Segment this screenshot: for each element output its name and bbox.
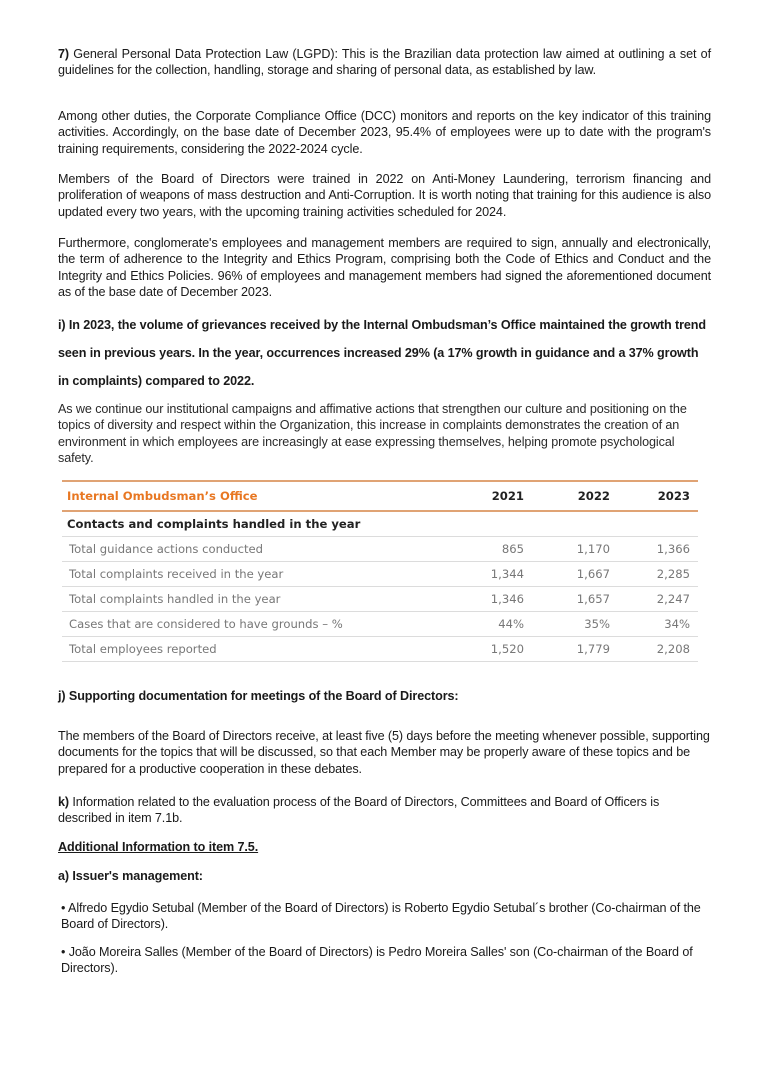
cell-2022: 1,667 (532, 562, 618, 587)
year-header: 2023 (618, 481, 698, 511)
year-header: 2022 (532, 481, 618, 511)
cell-2023: 1,366 (618, 537, 698, 562)
lgpd-text: General Personal Data Protection Law (LGPD): This is the Brazilian data protection law aimed at outlining a set of guidelines for the collection, handling, storage and sharing of personal data, as established by law. (58, 47, 711, 78)
cell-2021: 1,346 (452, 587, 532, 612)
item-j-heading: j) Supporting documentation for meetings of the Board of Directors: (58, 689, 459, 703)
table-subheader: Contacts and complaints handled in the year (62, 511, 698, 537)
cell-2022: 1,779 (532, 637, 618, 662)
row-label: Cases that are considered to have grounds – % (62, 612, 452, 637)
item-k-label: k) (58, 795, 69, 809)
row-label: Total complaints received in the year (62, 562, 452, 587)
item-k-text: Information related to the evaluation process of the Board of Directors, Committees and Board of Officers is described in item 7.1b. (58, 795, 660, 826)
dcc-paragraph: Among other duties, the Corporate Compliance Office (DCC) monitors and reports on the key indicator of this training activities. Accordingly, on the base date of December 2023, 95.4% of employees were up to date with the program's training requirements, considering the 2022-2024 cycle. (58, 109, 711, 156)
lgpd-paragraph (58, 46, 711, 79)
list-item: • Alfredo Egydio Setubal (Member of the Board of Directors) is Roberto Egydio Setubal´s brother (Co-chairman of the Board of Directors). (61, 901, 701, 932)
table-row (62, 587, 698, 612)
cell-2021: 1,520 (452, 637, 532, 662)
board-training-paragraph: Members of the Board of Directors were trained in 2022 on Anti-Money Laundering, terrorism financing and proliferation of weapons of mass destruction and Anti-Corruption. It is worth noting that training for this audience is also updated every two years, with the upcoming training activities scheduled for 2024. (58, 172, 711, 219)
campaigns-paragraph: As we continue our institutional campaigns and affimative actions that strengthen our culture and positioning on the topics of diversity and respect within the Organization, this increase in complaints demonstrates the creation of an environment in which employees are increasingly at ease expressing themselves, helping promote psychological safety. (58, 402, 687, 465)
row-label: Total complaints handled in the year (62, 587, 452, 612)
lgpd-label: 7) (58, 47, 69, 61)
item-i-heading: i) In 2023, the volume of grievances received by the Internal Ombudsman’s Office maintained the growth trend seen in previous years. In the year, occurrences increased 29% (a 17% growth in guidance and a 37% growth in complaints) compared to 2022. (58, 318, 706, 388)
table-row (62, 537, 698, 562)
year-header: 2021 (452, 481, 532, 511)
ombudsman-table (62, 480, 698, 662)
item-k-paragraph (58, 794, 711, 827)
table-header-row (62, 481, 698, 511)
adherence-paragraph: Furthermore, conglomerate's employees and management members are required to sign, annually and electronically, the term of adherence to the Integrity and Ethics Program, comprising both the Code of Ethics and Conduct and the Integrity and Ethics Policies. 96% of employees and management members had signed the aforementioned document as of the base date of December 2023. (58, 236, 711, 299)
cell-2021: 44% (452, 612, 532, 637)
cell-2023: 34% (618, 612, 698, 637)
item-j-paragraph: The members of the Board of Directors receive, at least five (5) days before the meeting whenever possible, supporting documents for the topics that will be discussed, so that each Member may be properly aware of these topics and be prepared for a productive cooperation in these debates. (58, 729, 710, 776)
table-title: Internal Ombudsman’s Office (62, 481, 452, 511)
cell-2022: 1,170 (532, 537, 618, 562)
cell-2021: 865 (452, 537, 532, 562)
cell-2023: 2,285 (618, 562, 698, 587)
table-row (62, 612, 698, 637)
table-row (62, 562, 698, 587)
cell-2022: 1,657 (532, 587, 618, 612)
additional-info-heading: Additional Information to item 7.5. (58, 840, 259, 854)
list-item: • João Moreira Salles (Member of the Board of Directors) is Pedro Moreira Salles' son (Co-chairman of the Board of Directors). (61, 945, 693, 976)
row-label: Total guidance actions conducted (62, 537, 452, 562)
row-label: Total employees reported (62, 637, 452, 662)
cell-2022: 35% (532, 612, 618, 637)
cell-2023: 2,247 (618, 587, 698, 612)
cell-2023: 2,208 (618, 637, 698, 662)
table-subheader-row (62, 511, 698, 537)
issuer-management-heading: a) Issuer's management: (58, 869, 203, 883)
table-row (62, 637, 698, 662)
cell-2021: 1,344 (452, 562, 532, 587)
